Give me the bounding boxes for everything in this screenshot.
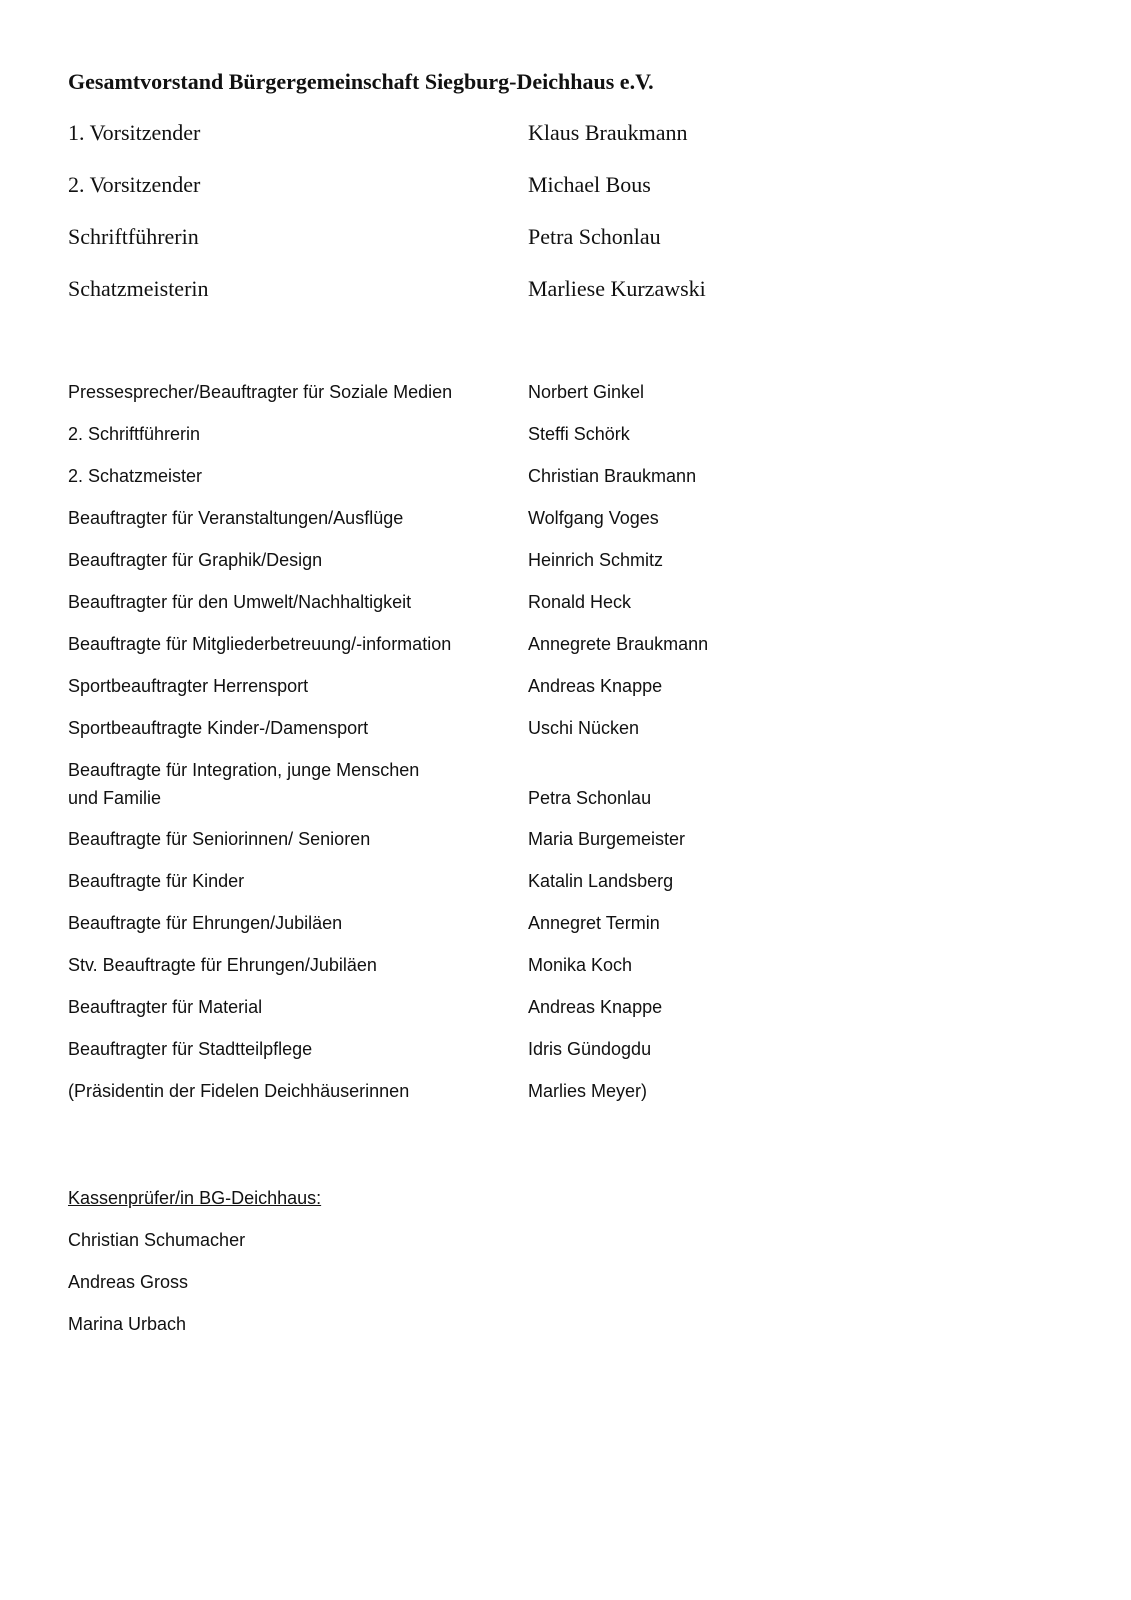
extended-board-name: Annegret Termin bbox=[528, 913, 660, 933]
extended-board-row bbox=[68, 1035, 1068, 1063]
board-name: Petra Schonlau bbox=[528, 224, 661, 249]
extended-board-role: Beauftragte für Kinder bbox=[68, 871, 245, 891]
auditor-name: Christian Schumacher bbox=[68, 1230, 246, 1250]
extended-board-row bbox=[68, 951, 1068, 979]
extended-board-name: Maria Burgemeister bbox=[528, 829, 686, 849]
board-row bbox=[68, 274, 1068, 304]
extended-board-role: Beauftragter für Stadtteilpflege bbox=[68, 1039, 313, 1059]
extended-board-role: Beauftragte für Mitgliederbetreuung/-information bbox=[68, 634, 452, 654]
extended-board-name: Christian Braukmann bbox=[528, 466, 697, 486]
extended-board-row bbox=[68, 462, 1068, 490]
extended-board-name: Marlies Meyer) bbox=[528, 1081, 648, 1101]
extended-board-row bbox=[68, 756, 1068, 812]
extended-board-row bbox=[68, 504, 1068, 532]
extended-board-role: Pressesprecher/Beauftragter für Soziale Medien bbox=[68, 382, 453, 402]
extended-board-name: Idris Gündogdu bbox=[528, 1039, 652, 1059]
extended-board-row bbox=[68, 378, 1068, 406]
extended-board-name: Monika Koch bbox=[528, 955, 633, 975]
extended-board-role: Stv. Beauftragte für Ehrungen/Jubiläen bbox=[68, 955, 377, 975]
extended-board-role: 2. Schriftführerin bbox=[68, 424, 201, 444]
board-row bbox=[68, 170, 1068, 200]
extended-board-name: Steffi Schörk bbox=[528, 424, 630, 444]
extended-board-role: Beauftragte für Integration, junge Menschen bbox=[68, 760, 420, 780]
board-name: Klaus Braukmann bbox=[528, 120, 688, 145]
extended-board-role: Beauftragter für Material bbox=[68, 997, 263, 1017]
extended-board-role: Sportbeauftragter Herrensport bbox=[68, 676, 309, 696]
extended-board-row bbox=[68, 546, 1068, 574]
extended-board-row bbox=[68, 1077, 1068, 1105]
extended-board-name: Norbert Ginkel bbox=[528, 382, 645, 402]
extended-board-name: Andreas Knappe bbox=[528, 676, 663, 696]
extended-board-name: Ronald Heck bbox=[528, 592, 632, 612]
extended-board-row bbox=[68, 909, 1068, 937]
extended-board-role: Beauftragter für Graphik/Design bbox=[68, 550, 323, 570]
extended-board-name: Uschi Nücken bbox=[528, 718, 640, 738]
board-role: Schriftführerin bbox=[68, 224, 199, 249]
auditor-name: Marina Urbach bbox=[68, 1314, 187, 1334]
extended-board-role: (Präsidentin der Fidelen Deichhäuserinnen bbox=[68, 1081, 410, 1101]
extended-board-name: Petra Schonlau bbox=[528, 788, 652, 808]
extended-board-row bbox=[68, 588, 1068, 616]
extended-board-row bbox=[68, 420, 1068, 448]
extended-board-row bbox=[68, 825, 1068, 853]
extended-board-row bbox=[68, 672, 1068, 700]
extended-board-row bbox=[68, 630, 1068, 658]
extended-board-role: 2. Schatzmeister bbox=[68, 466, 203, 486]
board-role: Schatzmeisterin bbox=[68, 276, 209, 301]
extended-board-row bbox=[68, 867, 1068, 895]
board-role: 1. Vorsitzender bbox=[68, 120, 201, 145]
auditors-heading: Kassenprüfer/in BG-Deichhaus: bbox=[68, 1188, 322, 1208]
extended-board-role: Beauftragter für den Umwelt/Nachhaltigkeit bbox=[68, 592, 412, 612]
extended-board-name: Katalin Landsberg bbox=[528, 871, 674, 891]
extended-board-role: Beauftragte für Ehrungen/Jubiläen bbox=[68, 913, 343, 933]
auditor-name: Andreas Gross bbox=[68, 1272, 189, 1292]
extended-board-name: Wolfgang Voges bbox=[528, 508, 659, 528]
board-name: Michael Bous bbox=[528, 172, 651, 197]
extended-board-row bbox=[68, 993, 1068, 1021]
board-row bbox=[68, 222, 1068, 252]
extended-board-role-continued: und Familie bbox=[68, 788, 162, 808]
document-title: Gesamtvorstand Bürgergemeinschaft Siegburg-Deichhaus e.V. bbox=[68, 69, 654, 94]
extended-board-role: Beauftragter für Veranstaltungen/Ausflüge bbox=[68, 508, 404, 528]
extended-board-name: Andreas Knappe bbox=[528, 997, 663, 1017]
board-row bbox=[68, 118, 1068, 148]
extended-board-name: Heinrich Schmitz bbox=[528, 550, 664, 570]
extended-board-role: Sportbeauftragte Kinder-/Damensport bbox=[68, 718, 369, 738]
extended-board-name: Annegrete Braukmann bbox=[528, 634, 709, 654]
extended-board-row bbox=[68, 714, 1068, 742]
board-role: 2. Vorsitzender bbox=[68, 172, 201, 197]
extended-board-role: Beauftragte für Seniorinnen/ Senioren bbox=[68, 829, 371, 849]
board-name: Marliese Kurzawski bbox=[528, 276, 706, 301]
